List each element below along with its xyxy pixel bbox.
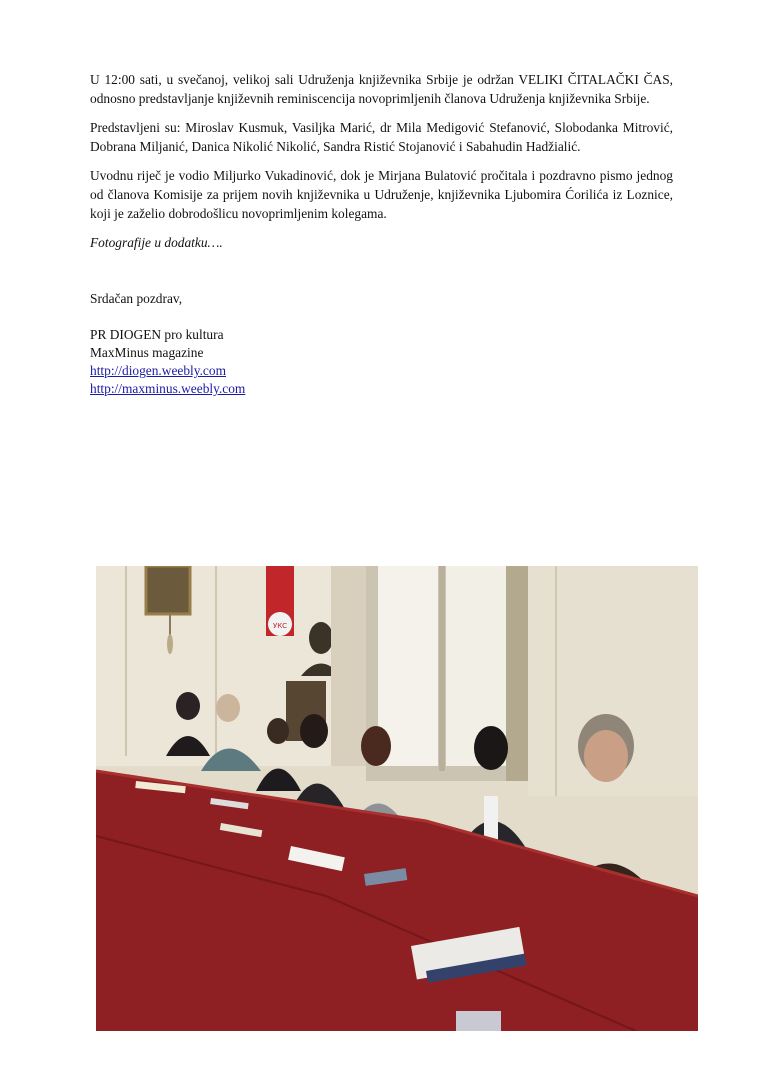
paragraph-presenters: Predstavljeni su: Miroslav Kusmuk, Vasiljka Marić, dr Mila Medigović Stefanović, Slobodanka Mitrović, Dobrana Miljanić, Danica Nikolić Nikolić, Sandra Ristić Stojanović i Sabahudin Hadžialić. bbox=[90, 120, 673, 154]
article-text bbox=[90, 70, 673, 398]
maxminus-link[interactable]: http://maxminus.weebly.com bbox=[90, 381, 246, 396]
paragraph-intro: U 12:00 sati, u svečanoj, velikoj sali Udruženja književnika Srbije je održan VELIKI ČITALAČKI ČAS, odnosno predstavljanje književnih reminiscencija novoprimljenih članova Udruženja književnika Srbije. bbox=[90, 72, 673, 106]
organization-name: PR DIOGEN pro kultura bbox=[90, 327, 224, 342]
diogen-link[interactable]: http://diogen.weebly.com bbox=[90, 363, 226, 378]
magazine-name: MaxMinus magazine bbox=[90, 345, 204, 360]
signature-block bbox=[90, 290, 673, 398]
photo-caption: Fotografije u dodatku…. bbox=[90, 235, 223, 250]
paragraph-welcome: Uvodnu riječ je vodio Miljurko Vukadinović, dok je Mirjana Bulatović pročitala i pozdravno pismo jednog od članova Komisije za prijem novih književnika u Udruženje, književnika Ljubomira Ćorilića iz Loznice, koji je zaželio dobrodošlicu novoprimljenim kolegama. bbox=[90, 168, 673, 221]
emblem-text: УКС bbox=[272, 622, 288, 630]
event-photo bbox=[96, 566, 698, 1031]
greeting: Srdačan pozdrav, bbox=[90, 291, 183, 306]
event-photo-illustration bbox=[96, 566, 698, 1031]
